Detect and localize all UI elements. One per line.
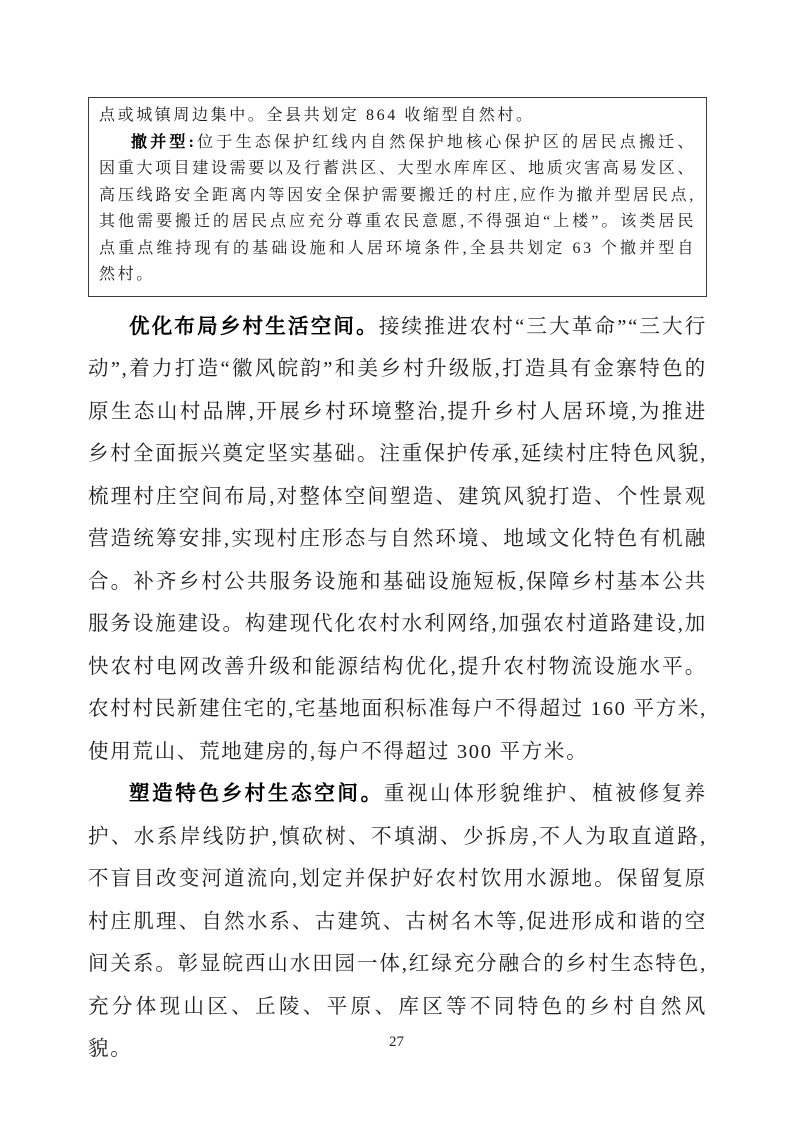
body-paragraph xyxy=(88,306,707,774)
body-paragraph-lead: 优化布局乡村生活空间。 xyxy=(129,315,379,338)
callout-continuation-text: 点或城镇周边集中。全县共划定 864 收缩型自然村。 xyxy=(99,107,535,124)
page-number: 27 xyxy=(389,1034,404,1050)
callout-box xyxy=(88,97,707,297)
body-paragraph-lead: 塑造特色乡村生态空间。 xyxy=(129,783,384,805)
callout-paragraph-text: 位于生态保护红线内自然保护地核心保护区的居民点搬迁、因重大项目建设需要以及行蓄洪区、大型水库库区、地质灾害高易发区、高压线路安全距离内等因安全保护需要搬迁的村庄,应作为撤并型居民点,其他需要搬迁的居民点应充分尊重农民意愿,不得强迫“上楼”。该类居民点重点维持现有的基础设施和人居环境条件,全县共划定 63 个撤并型自然村。 xyxy=(99,133,696,283)
page-content xyxy=(0,97,793,1071)
callout-paragraph-lead: 撤并型: xyxy=(131,133,197,151)
body-paragraph xyxy=(88,773,707,1071)
body-paragraph-text: 接续推进农村“三大革命”“三大行动”,着力打造“徽风皖韵”和美乡村升级版,打造具有金寨特色的原生态山村品牌,开展乡村环境整治,提升乡村人居环境,为推进乡村全面振兴奠定坚实基础。注重保护传承,延续村庄特色风貌,梳理村庄空间布局,对整体空间塑造、建筑风貌打造、个性景观营造统筹安排,实现村庄形态与自然环境、地域文化特色有机融合。补齐乡村公共服务设施和基础设施短板,保障乡村基本公共服务设施建设。构建现代化农村水利网络,加强农村道路建设,加快农村电网改善升级和能源结构优化,提升农村物流设施水平。农村村民新建住宅的,宅基地面积标准每户不得超过 160 平方米,使用荒山、荒地建房的,每户不得超过 300 平方米。 xyxy=(88,315,708,763)
callout-paragraph xyxy=(99,130,696,289)
body-paragraph-text: 重视山体形貌维护、植被修复养护、水系岸线防护,慎砍树、不填湖、少拆房,不人为取直道路,不盲目改变河道流向,划定并保护好农村饮用水源地。保留复原村庄肌理、自然水系、古建筑、古树名木等,促进形成和谐的空间关系。彰显皖西山水田园一体,红绿充分融合的乡村生态特色,充分体现山区、丘陵、平原、库区等不同特色的乡村自然风貌。 xyxy=(88,783,707,1060)
